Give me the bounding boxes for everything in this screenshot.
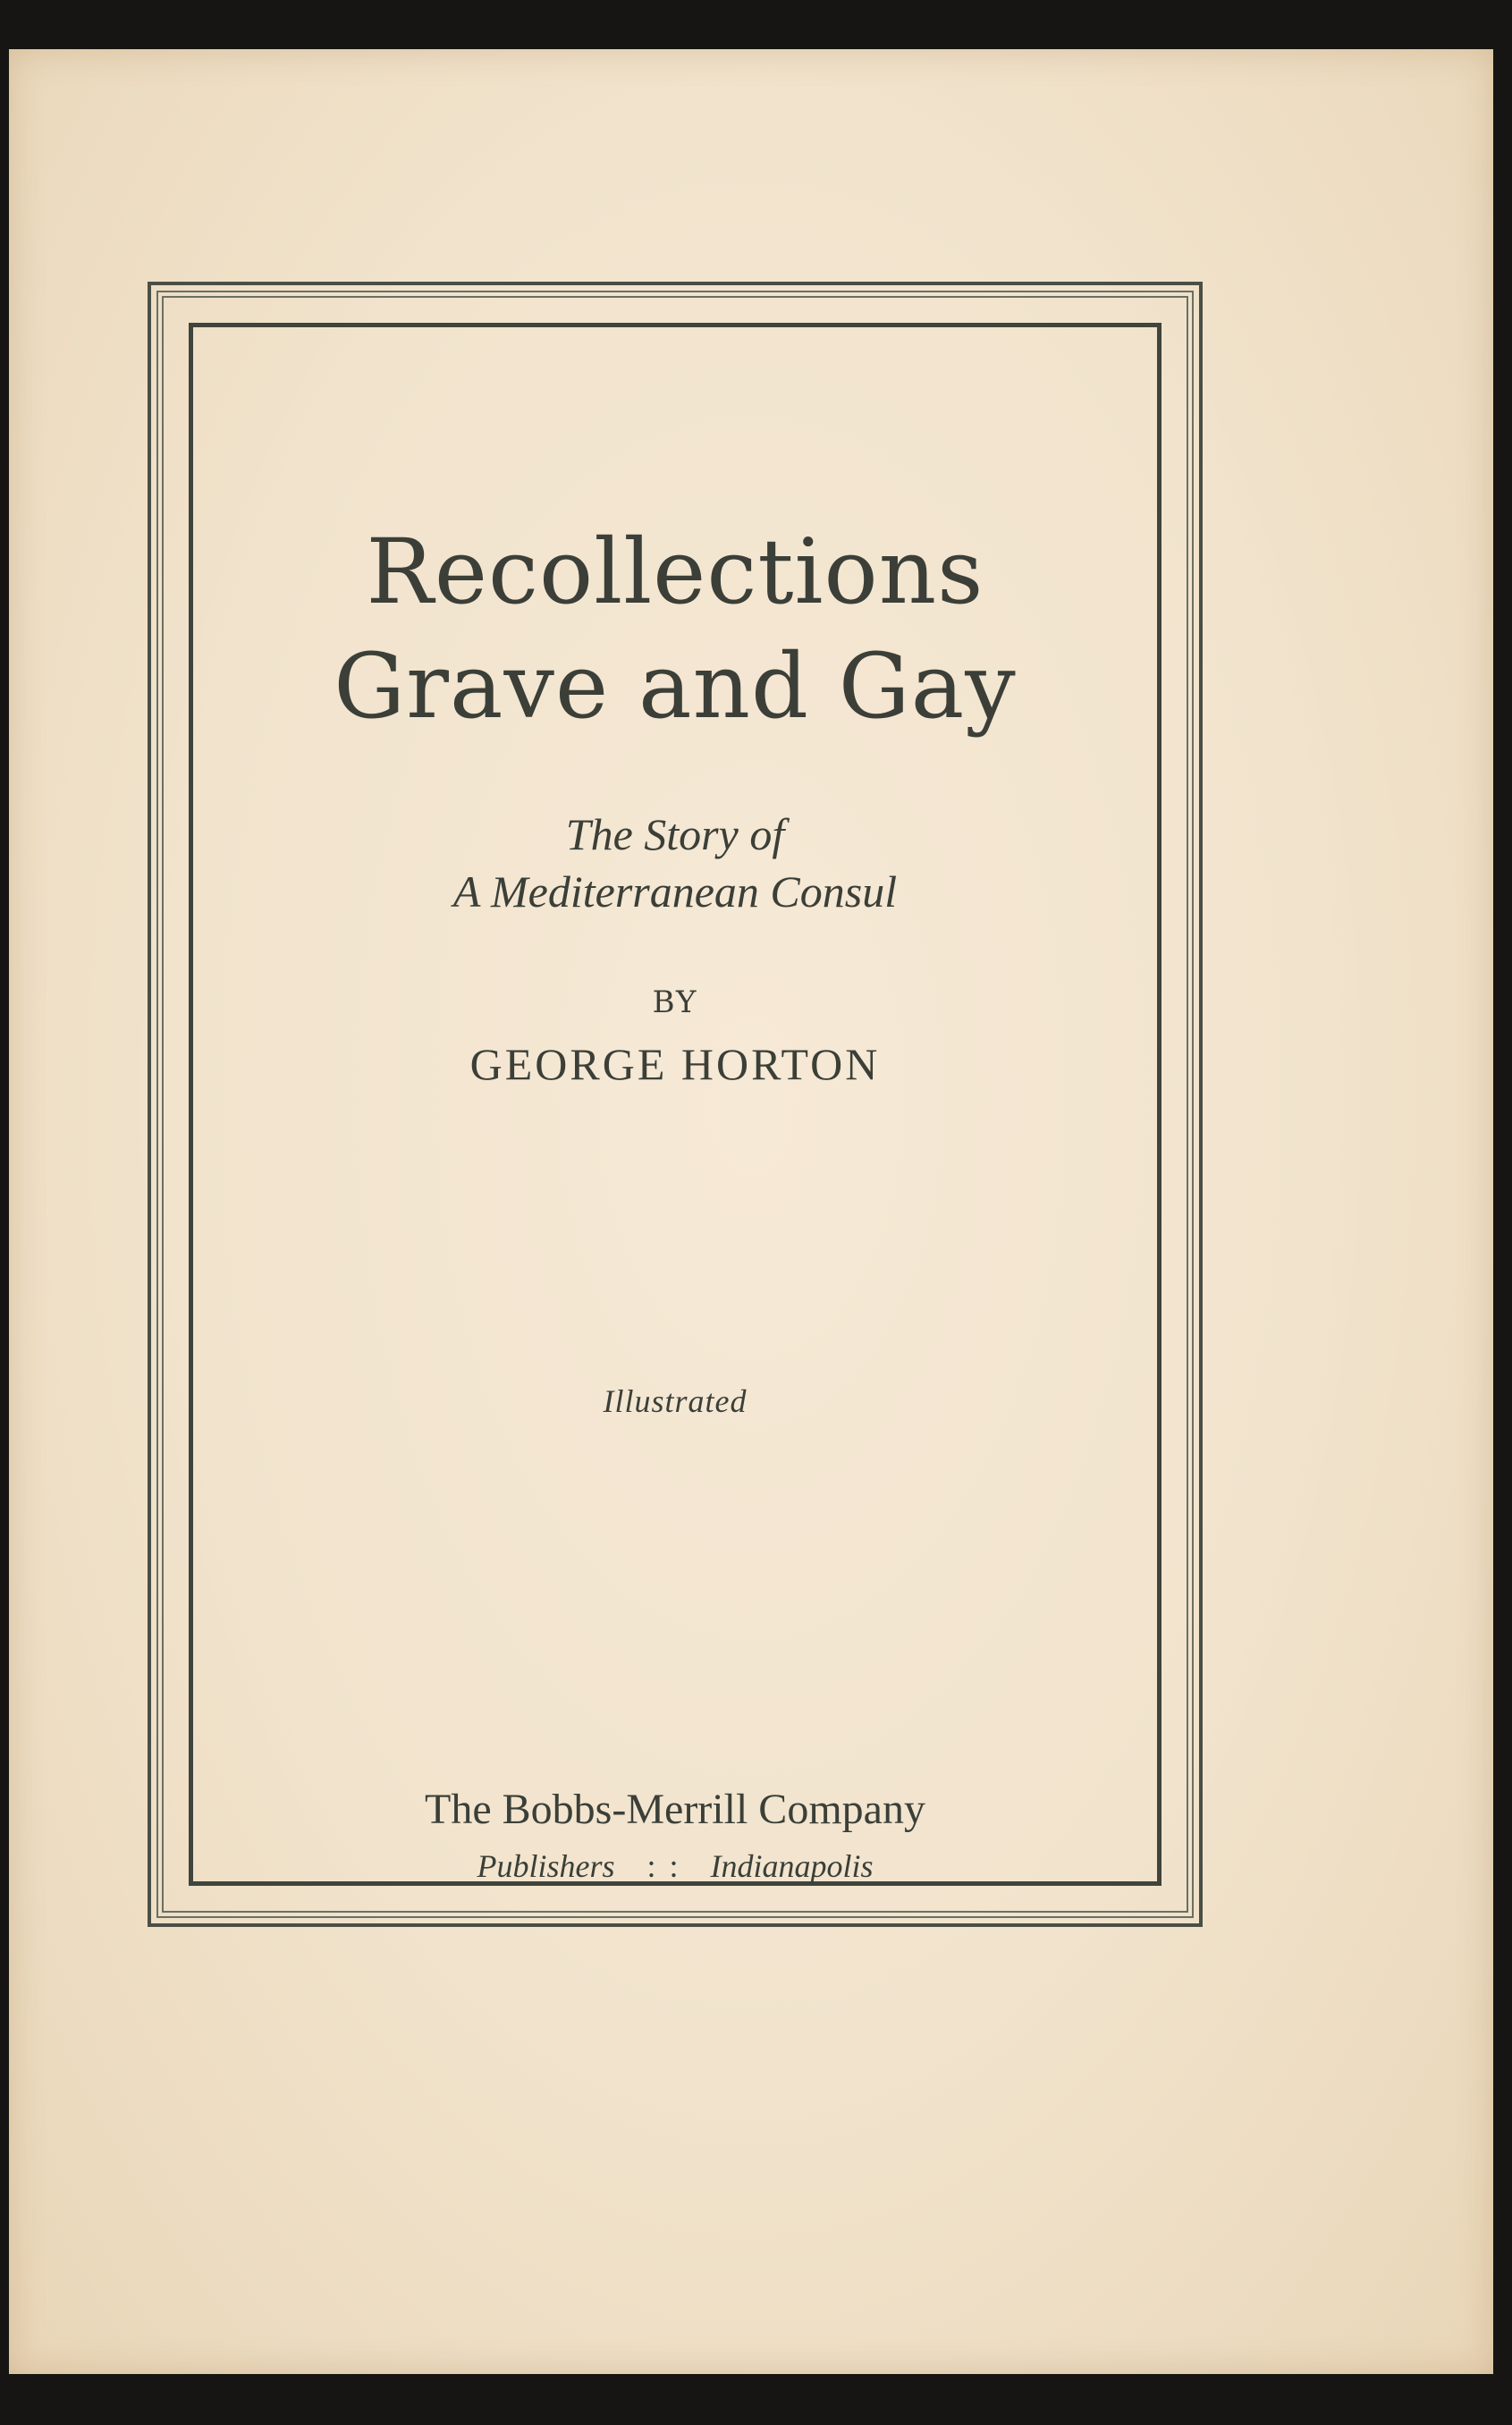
publisher-name: The Bobbs-Merrill Company	[425, 1786, 925, 1833]
imprint-separator: : :	[646, 1848, 679, 1884]
illustrated-note: Illustrated	[603, 1383, 748, 1419]
by-label: BY	[652, 984, 698, 1020]
decorative-border-inner	[189, 323, 1161, 1886]
publisher-imprint	[193, 1847, 1157, 1885]
book-subtitle	[193, 806, 1157, 920]
book-subtitle-line-2: A Mediterranean Consul	[452, 866, 898, 917]
publisher-city: Indianapolis	[710, 1848, 874, 1884]
decorative-border-outer	[148, 282, 1203, 1927]
book-subtitle-line-1: The Story of	[565, 809, 785, 859]
author-name: GEORGE HORTON	[469, 1039, 881, 1089]
book-title-line-1: Recollections	[366, 520, 984, 624]
book-title-line-2: Grave and Gay	[334, 634, 1017, 739]
book-title	[193, 515, 1157, 744]
publisher-role: Publishers	[477, 1848, 615, 1884]
title-page	[9, 49, 1493, 2374]
